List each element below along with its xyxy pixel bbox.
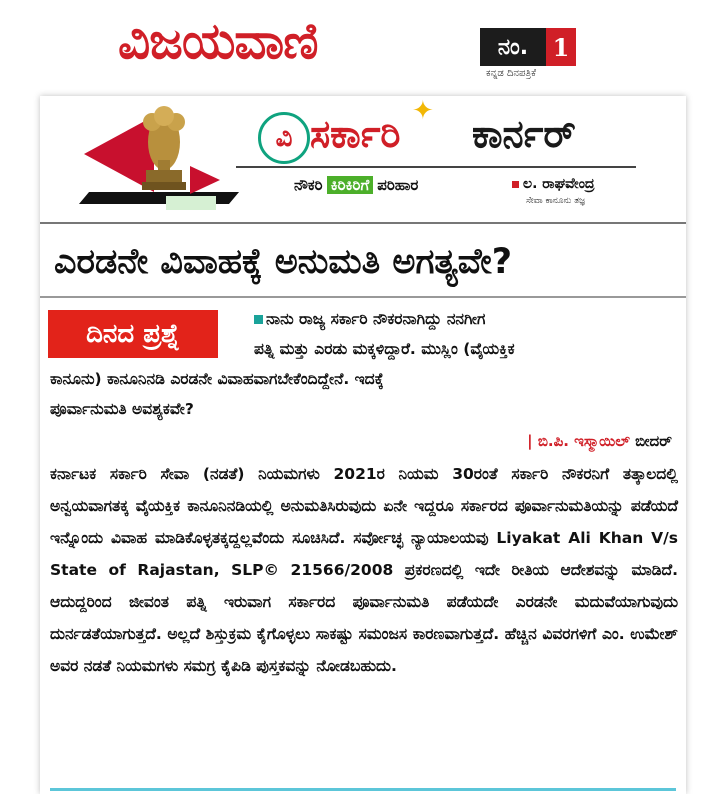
article-sheet: [40, 96, 686, 794]
tagline-highlight: ಕಿರಿಕಿರಿಗೆ: [327, 176, 374, 194]
no1-badge: [480, 28, 576, 66]
spark-icon: ✦: [412, 96, 434, 126]
column-title-red: ಸರ್ಕಾರಿ: [310, 112, 401, 156]
question-line-4: ಪೂರ್ವಾನುಮತಿ ಅವಶ್ಯಕವೇ?: [50, 400, 194, 418]
answer-text: ಕರ್ನಾಟಕ ಸರ್ಕಾರಿ ಸೇವಾ (ನಡತೆ) ನಿಯಮಗಳು 2021ರ ನಿಯಮ 30ರಂತೆ ಸರ್ಕಾರಿ ನೌಕರನಿಗೆ ತತ್ಕಾಲದಲ್ಲಿ ಅನ್ವಯವಾಗತಕ್ಕ ವೈಯಕ್ತಿಕ ಕಾನೂನಿನಡಿಯಲ್ಲಿ ಅನುಮತಿಸಿರುವುದು ಏನೇ ಇದ್ದರೂ ಸರ್ಕಾರದ ಪೂರ್ವಾನುಮತಿಯನ್ನು ಪಡೆಯದೆ ಇನ್ನೊಂದು ವಿವಾಹ ಮಾಡಿಕೊಳ್ಳತಕ್ಕದ್ದಲ್ಲವೆಂದು ಸೂಚಿಸಿದೆ. ಸರ್ವೋಚ್ಛ ನ್ಯಾಯಾಲಯವು Liyakat Ali Khan V/s State of Rajastan, SLP© 21566/2008 ಪ್ರಕರಣದಲ್ಲಿ ಇದೇ ರೀತಿಯ ಆದೇಶವನ್ನು ಮಾಡಿದೆ. ಆದುದ್ದರಿಂದ ಜೀವಂತ ಪತ್ನಿ ಇರುವಾಗ ಸರ್ಕಾರದ ಪೂರ್ವಾನುಮತಿ ಪಡೆಯದೇ ಎರಡನೇ ಮದುವೆಯಾಗುವುದು ದುರ್ನಡತೆಯಾಗುತ್ತದೆ. ಅಲ್ಲದೆ ಶಿಸ್ತುಕ್ರಮ ಕೈಗೊಳ್ಳಲು ಸಾಕಷ್ಟು ಸಮಂಜಸ ಕಾರಣವಾಗುತ್ತದೆ. ಹೆಚ್ಚಿನ ವಿವರಗಳಿಗೆ ಎಂ. ಉಮೇಶ್ ಅವರ ನಡತೆ ನಿಯಮಗಳು ಸಮಗ್ರ ಕೈಪಿಡಿ ಪುಸ್ತಕವನ್ನು ನೋಡಬಹುದು.: [50, 465, 678, 675]
banner-red-arrow: [190, 166, 220, 194]
no1-badge-subtitle: ಕನ್ನಡ ದಿನಪತ್ರಿಕೆ: [486, 68, 537, 79]
masthead: [0, 0, 706, 95]
banner-underline: [236, 166, 636, 168]
banner-green-strip: [166, 196, 216, 210]
tagline-part-1: ನೌಕರಿ: [294, 176, 323, 194]
banner-divider: [40, 222, 686, 224]
column-banner: [40, 96, 686, 224]
no1-badge-label: ನಂ.: [480, 28, 546, 66]
question-line-1-text: ನಾನು ರಾಜ್ಯ ಸರ್ಕಾರಿ ನೌಕರನಾಗಿದ್ದು ನನಗೀಗ: [266, 310, 486, 328]
author-role: ಸೇವಾ ಕಾನೂನು ತಜ್ಞ: [526, 196, 586, 206]
asker-name: ಬಿ.ಪಿ. ಇಸ್ಮಾಯಿಲ್: [537, 432, 630, 450]
author-name: [512, 176, 595, 192]
column-title-black: ಕಾರ್ನರ್: [472, 112, 576, 156]
bottom-divider: [50, 788, 676, 791]
question-line-2: ಪತ್ನಿ ಮತ್ತು ಎರಡು ಮಕ್ಕಳಿದ್ದಾರೆ. ಮುಸ್ಲಿಂ (ವೈಯಕ್ತಿಕ: [254, 340, 515, 358]
question-line-3: ಕಾನೂನು) ಕಾನೂನಿನಡಿ ಎರಡನೇ ವಿವಾಹವಾಗಬೇಕೆಂದಿದ್ದೇನೆ. ಇದಕ್ಕೆ: [50, 370, 384, 388]
tagline-part-2: ಪರಿಹಾರ: [377, 176, 419, 194]
column-tagline: [294, 176, 418, 194]
vi-circle-logo: ವಿ: [258, 112, 310, 164]
newspaper-logo[interactable]: ವಿಜಯವಾಣಿ: [118, 12, 318, 70]
asker-bar-icon: |: [527, 432, 533, 450]
asker-place: ಬೀದರ್: [635, 432, 672, 450]
question-asker: [527, 432, 672, 450]
author-bullet-icon: [512, 181, 519, 188]
question-of-the-day-label: ದಿನದ ಪ್ರಶ್ನೆ: [48, 310, 218, 358]
question-bullet-icon: [254, 315, 263, 324]
no1-badge-number: 1: [546, 28, 576, 66]
headline-divider: [40, 296, 686, 298]
state-emblem-icon: [138, 100, 190, 192]
article-headline: ಎರಡನೇ ವಿವಾಹಕ್ಕೆ ಅನುಮತಿ ಅಗತ್ಯವೇ?: [54, 242, 513, 282]
author-name-text: ಲ. ರಾಘವೇಂದ್ರ: [523, 176, 595, 192]
